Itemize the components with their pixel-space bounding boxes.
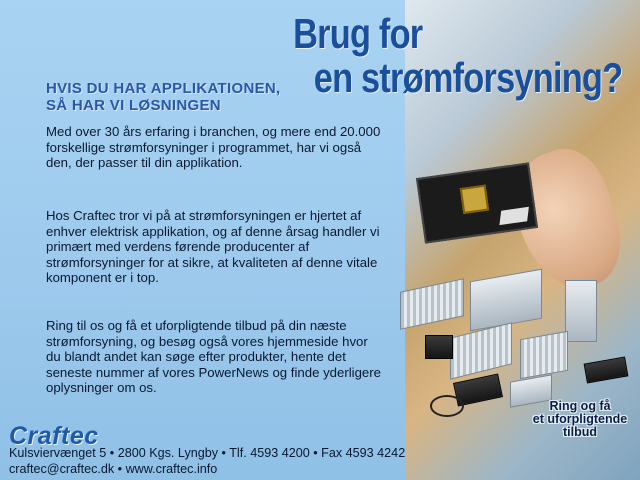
chip-shape — [460, 185, 489, 214]
subheading — [46, 80, 280, 114]
power-supply-image — [565, 280, 597, 342]
headline-line-2: en strømforsyning? — [313, 54, 622, 101]
craftec-logo: Craftec — [9, 422, 99, 450]
caption-line-1: Ring og få — [549, 399, 611, 413]
contact-line: craftec@craftec.dk • www.craftec.info — [9, 461, 218, 476]
power-supply-image — [520, 331, 568, 379]
subheading-line-2: SÅ HAR VI LØSNINGEN — [46, 97, 221, 114]
headline-line-1: Brug for — [292, 10, 422, 57]
subheading-line-1: HVIS DU HAR APPLIKATIONEN, — [46, 80, 281, 97]
address-line: Kulsviervænget 5 • 2800 Kgs. Lyngby • Tlf. 4593 4200 • Fax 4593 4242 — [9, 446, 406, 460]
adapter-image — [425, 335, 453, 359]
caption-line-3: tilbud — [562, 425, 597, 439]
cable-image — [430, 395, 464, 417]
body-paragraph-experience: Med over 30 års erfaring i branchen, og mere end 20.000 forskellige strømforsyninger i programmet, har vi også den, der passer til din applikation. — [46, 124, 381, 171]
board-label-shape — [499, 207, 528, 225]
body-paragraph-contact: Ring til os og få et uforpligtende tilbud på din næste strømforsyning, og besøg også vores hjemmeside hvor du blandt andet kan søge efter produkter, hente det seneste nummer af vores PowerNews og finde yderligere oplysninger om os. — [46, 318, 381, 396]
body-paragraph-quality: Hos Craftec tror vi på at strømforsyningen er hjertet af enhver elektrisk applikation, og af denne årsag handler vi primært med verdens førende producenter af strømforsyninger for at sikre, at kvaliteten af denne vitale komponent er i top. — [46, 208, 380, 286]
caption-line-2: et uforpligtende — [532, 412, 628, 426]
address-block — [9, 446, 405, 477]
photo-caption — [530, 400, 630, 439]
headline — [246, 12, 622, 100]
